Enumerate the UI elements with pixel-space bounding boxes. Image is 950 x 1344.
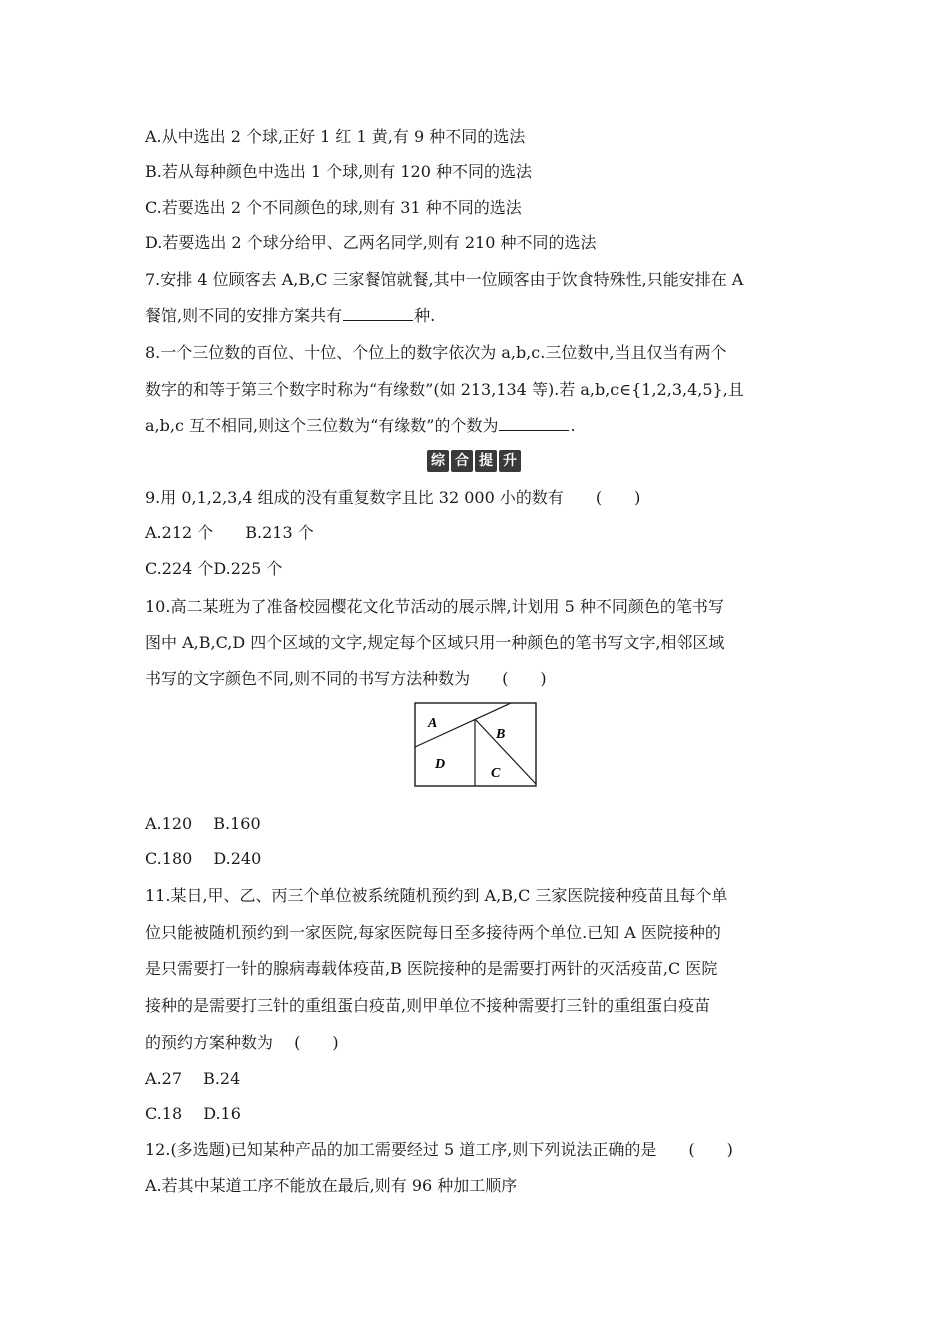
badge-char: 合	[451, 450, 473, 472]
badge-char: 综	[427, 450, 449, 472]
diagram-divider-bc	[475, 719, 536, 784]
region-diagram	[414, 702, 538, 788]
option-b-line: B.若从每种颜色中选出 1 个球,则有 120 种不同的选法	[145, 162, 532, 181]
question-10-line-1: 10.高二某班为了准备校园樱花文化节活动的展示牌,计划用 5 种不同颜色的笔书写	[145, 597, 724, 616]
answer-blank[interactable]	[343, 305, 413, 321]
question-11-options-cd: C.18 D.16	[145, 1104, 241, 1123]
region-label-a: A	[428, 716, 438, 731]
question-9-options-ab: A.212 个 B.213 个	[145, 523, 314, 542]
section-badge	[427, 450, 521, 472]
question-7-tail: 种.	[414, 306, 436, 325]
question-8-line-2: 数字的和等于第三个数字时称为“有缘数”(如 213,134 等).若 a,b,c∈{1,2,3,4,5},且	[145, 380, 744, 399]
option-c-line: C.若要选出 2 个不同颜色的球,则有 31 种不同的选法	[145, 198, 522, 217]
region-label-d: D	[435, 757, 446, 772]
badge-char: 提	[475, 450, 497, 472]
region-label-c: C	[491, 766, 501, 781]
question-7-line-2	[145, 305, 435, 327]
question-7-text: 餐馆,则不同的安排方案共有	[145, 306, 343, 325]
question-9: 9.用 0,1,2,3,4 组成的没有重复数字且比 32 000 小的数有 ( )	[145, 488, 641, 507]
region-label-b: B	[496, 727, 506, 742]
question-8-tail: .	[570, 416, 576, 435]
question-10-options-cd: C.180 D.240	[145, 849, 262, 868]
question-11-line-2: 位只能被随机预约到一家医院,每家医院每日至多接待两个单位.已知 A 医院接种的	[145, 923, 721, 942]
question-11-line-5: 的预约方案种数为 ( )	[145, 1033, 339, 1052]
question-10-line-3: 书写的文字颜色不同,则不同的书写方法种数为 ( )	[145, 669, 547, 688]
question-11-line-3: 是只需要打一针的腺病毒载体疫苗,B 医院接种的是需要打两针的灭活疫苗,C 医院	[145, 959, 718, 978]
option-a-line: A.从中选出 2 个球,正好 1 红 1 黄,有 9 种不同的选法	[145, 127, 526, 146]
question-10-line-2: 图中 A,B,C,D 四个区域的文字,规定每个区域只用一种颜色的笔书写文字,相邻区域	[145, 633, 725, 652]
question-12-option-a: A.若其中某道工序不能放在最后,则有 96 种加工顺序	[145, 1176, 518, 1195]
question-11-line-1: 11.某日,甲、乙、丙三个单位被系统随机预约到 A,B,C 三家医院接种疫苗且每个单	[145, 886, 728, 905]
question-10-options-ab: A.120 B.160	[145, 814, 261, 833]
question-8-line-3	[145, 415, 576, 437]
question-9-options-cd: C.224 个D.225 个	[145, 559, 283, 578]
answer-blank[interactable]	[499, 415, 569, 431]
question-11-options-ab: A.27 B.24	[145, 1069, 241, 1088]
option-d-line: D.若要选出 2 个球分给甲、乙两名同学,则有 210 种不同的选法	[145, 233, 597, 252]
question-8-line-1: 8.一个三位数的百位、十位、个位上的数字依次为 a,b,c.三位数中,当且仅当有两个	[145, 343, 727, 362]
question-7-line-1: 7.安排 4 位顾客去 A,B,C 三家餐馆就餐,其中一位顾客由于饮食特殊性,只能安排在 A	[145, 270, 744, 289]
badge-char: 升	[499, 450, 521, 472]
question-8-text: a,b,c 互不相同,则这个三位数为“有缘数”的个数为	[145, 416, 499, 435]
question-11-line-4: 接种的是需要打三针的重组蛋白疫苗,则甲单位不接种需要打三针的重组蛋白疫苗	[145, 996, 711, 1015]
question-12: 12.(多选题)已知某种产品的加工需要经过 5 道工序,则下列说法正确的是 ( )	[145, 1140, 733, 1159]
